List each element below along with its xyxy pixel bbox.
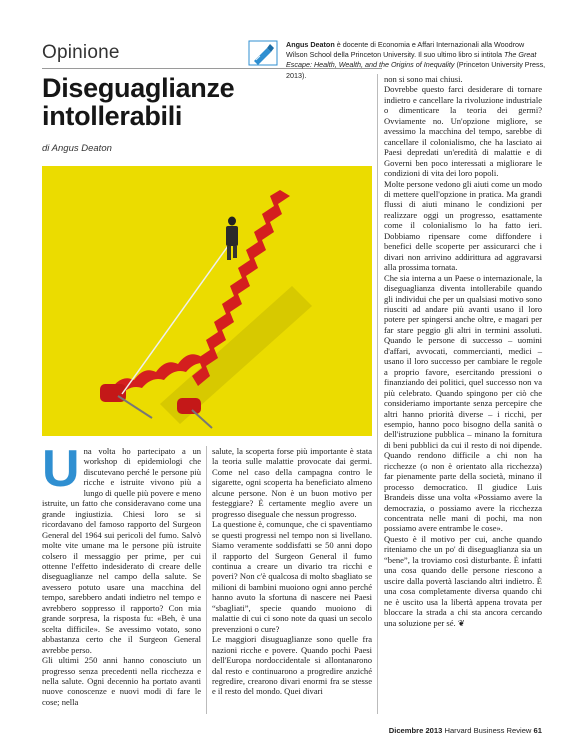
page-footer — [389, 726, 542, 735]
section-label: Opinione — [42, 42, 120, 63]
paragraph: Che sia interna a un Paese o internazionale, la diseguaglianza diventa intollerabile quando gli individui che per un qualsiasi motivo sono riusciti ad andare più avanti usano il loro potere per spingersi anche oltre, e magari per far stare peggio gli altri in termini assoluti. Quando le persone di successo – uomini d'affari, avvocati, commercianti, medici – usano il loro successo per cambiare le regole a proprio favore, esercitando pressioni o finanziando dei politici, quel successo non va più celebrato. Quando spingono per ciò che consideriamo importante senza percepire che altri hanno priorità diverse – i ricchi, per esempio, hanno poco bisogno della sanità o dell'istruzione pubblica – minano la fornitura di beni pubblici da cui il resto di noi dipende. Quando rendono difficile a chi non ha ricchezze (o non è orientato alla ricchezza) far pienamente parte della società, minano il processo democratico. Il giudice Luis Brandeis disse una volta «Possiamo avere la democrazia, o possiamo avere la ricchezza concentrata nelle mani di pochi, ma non possiamo avere entrambe le cose». — [384, 272, 542, 534]
footer-page-number: 61 — [533, 726, 542, 735]
fountain-pen-icon — [248, 40, 278, 66]
paragraph: Le maggiori disuguaglianze sono quelle fra nazioni ricche e povere. Quando pochi Paesi dell'Europa nordoccidentale si allontanarono dal resto e continuarono a progredire anziché regredire, crearono divari enormi fra se stesse e il resto del mondo. Quei divari — [212, 634, 372, 697]
paragraph: La questione è, comunque, che ci spaventiamo se questi progressi nel tempo non si livellano. Siamo veramente soddisfatti se 50 anni dopo il rapporto del Surgeon General il fumo continua a creare un divario tra ricchi e poveri? Non c'è qualcosa di molto sbagliato se milioni di bambini muoiono ogni anno perché hanno avuto la sfortuna di nascere nei Paesi “sbagliati”, specie quando muoiono di malattie di cui ci sono note da quasi un secolo prevenzioni o cure? — [212, 519, 372, 634]
book-publisher: (Princeton University Press, 2013). — [286, 60, 546, 80]
article-column-3 — [384, 74, 542, 628]
author-bio: è docente di Economia e Affari Internazionali alla Woodrow Wilson School della Princeton University. Il suo ultimo libro si intitola — [286, 40, 525, 60]
paragraph: Dovrebbe questo farci desiderare di tornare indietro e cancellare la rivoluzione industriale o dimenticare la teoria dei germi? Ovviamente no. Un'opzione migliore, se avessimo la macchina del tempo, sarebbe di cancellare il colonialismo, che ha lasciato ai Paesi depredati un'eredità di malattie e di Governi ben poco interessati a migliorare le condizioni di vita dei loro popoli. — [384, 84, 542, 179]
paragraph: na volta ho partecipato a un workshop di epidemiologi che discutevano perché le persone più ricche e istruite vivono più a lungo di quelle più povere e meno istruite, un fatto che consideravano come una grande ingiustizia. Chiesi loro se si ricordavano del famoso rapporto del Surgeon General del 1964 sui pericoli del fumo. Salvò molte vite umane ma le persone più istruite colsero il messaggio per prime, per cui ottenne l'effetto indesiderato di creare delle diseguaglianze nel campo della salute. Se avessero potuto usare una macchina del tempo, sarebbero andati indietro nel tempo e avrebbero soppresso il rapporto? Con mia grande sorpresa, la risposta fu: «Beh, è una scelta difficile». Se avessimo votato, sono abbastanza certo che il Surgeon General avrebbe perso. — [42, 446, 201, 655]
article-column-2 — [212, 446, 372, 697]
illustration-red-carpet-stairs — [42, 166, 372, 436]
article-column-1 — [42, 440, 201, 707]
paragraph: Questo è il motivo per cui, anche quando riteniamo che un po' di diseguaglianza sia un “bene”, la troviamo così disturbante. È infatti una cosa quando delle persone riescono a uscire dalla povertà lasciando altri indietro. È una cosa completamente diversa quando chi ne è uscito usa la libertà appena trovata per bloccare la strada a chi sta ancora cercando una soluzione per sé. ❦ — [384, 533, 542, 628]
footer-magazine: Harvard Business Review — [444, 726, 532, 735]
paragraph: Molte persone vedono gli aiuti come un modo di mettere quell'opzione in pratica. Ma grandi flussi di aiuti minano le condizioni per realizzare oggi un progresso, esattamente come il colonialismo lo ha fatto ieri. Dobbiamo ripensare come diffondere i benefici delle scoperte per assicurarci che i divari non arrivino addirittura ad aggravarsi alla prossima tornata. — [384, 178, 542, 273]
author-name: Angus Deaton — [286, 40, 335, 49]
article-title: Diseguaglianze intollerabili — [42, 73, 235, 131]
column-divider — [206, 446, 207, 714]
column-divider — [377, 74, 378, 714]
paragraph: Gli ultimi 250 anni hanno conosciuto un progresso senza precedenti nella ricchezza e nella salute. Ogni decennio ha portato avanti nuove conoscenze e nuovi modi di fare le cose; nella — [42, 655, 201, 707]
article-byline: di Angus Deaton — [42, 143, 112, 154]
paragraph: salute, la scoperta forse più importante è stata la teoria sulle malattie provocate dai germi. Come nel caso della campagna contro le sigarette, ogni scoperta ha beneficiato almeno alcune persone. Non è un buon motivo per festeggiare? È certamente meglio avere un progresso diseguale che nessun progresso. — [212, 446, 372, 519]
book-title: The Great Escape: Health, Wealth, and the Origins of Inequality — [286, 50, 537, 70]
drop-cap: U — [42, 440, 80, 498]
footer-issue: Dicembre 2013 — [388, 726, 443, 735]
paragraph: non si sono mai chiusi. — [384, 74, 463, 84]
